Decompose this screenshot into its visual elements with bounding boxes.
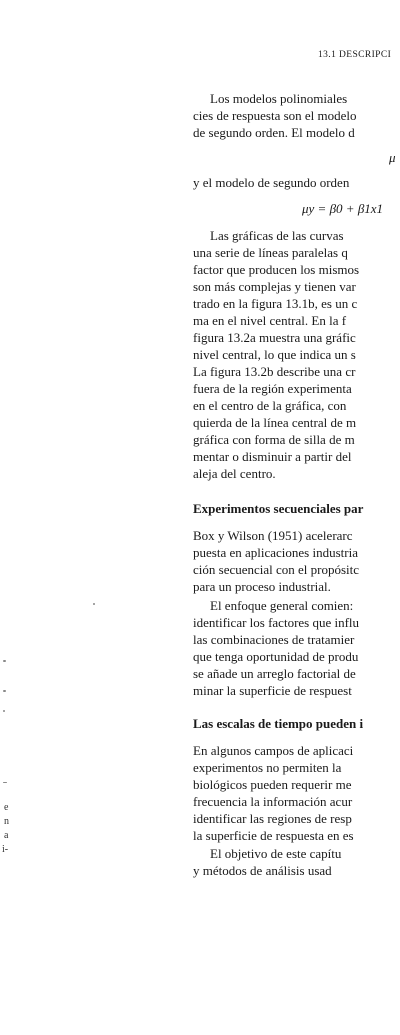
text-line: quierda de la línea central de m bbox=[193, 415, 357, 430]
text-line: Las gráficas de las curvas bbox=[210, 228, 344, 243]
text-line: biológicos pueden requerir me bbox=[193, 777, 352, 792]
text-line: aleja del centro. bbox=[193, 466, 276, 481]
scan-speck bbox=[3, 690, 6, 692]
text-line: gráfica con forma de silla de m bbox=[193, 432, 355, 447]
text-line: figura 13.2a muestra una gráfic bbox=[193, 330, 356, 345]
text-line: frecuencia la información acur bbox=[193, 794, 353, 809]
text-line: Box y Wilson (1951) acelerarc bbox=[193, 528, 353, 543]
running-head: 13.1 DESCRIPCI bbox=[318, 50, 392, 60]
text-line: En algunos campos de aplicaci bbox=[193, 743, 354, 758]
equation-fragment: μ bbox=[389, 150, 396, 165]
margin-bleed-text: a bbox=[4, 830, 9, 841]
text-line: identificar los factores que influ bbox=[193, 615, 360, 630]
text-line: y métodos de análisis usad bbox=[193, 863, 332, 878]
text-line: Los modelos polinomiales bbox=[210, 91, 348, 106]
text-line: minar la superficie de respuest bbox=[193, 683, 352, 698]
text-line: una serie de líneas paralelas q bbox=[193, 245, 348, 260]
text-line: experimentos no permiten la bbox=[193, 760, 342, 775]
text-line: cies de respuesta son el modelo bbox=[193, 108, 357, 123]
text-line: se añade un arreglo factorial de bbox=[193, 666, 356, 681]
margin-bleed-text: n bbox=[4, 816, 9, 827]
scan-speck bbox=[3, 660, 6, 662]
margin-bleed-text: i- bbox=[2, 844, 9, 855]
text-line: la superficie de respuesta en es bbox=[193, 828, 354, 843]
text-line: ción secuencial con el propósitc bbox=[193, 562, 360, 577]
text-line: y el modelo de segundo orden bbox=[193, 175, 350, 190]
text-line: las combinaciones de tratamier bbox=[193, 632, 355, 647]
equation-fragment: μy = β0 + β1x1 bbox=[302, 201, 384, 216]
text-line: fuera de la región experimenta bbox=[193, 381, 352, 396]
text-line: factor que producen los mismos bbox=[193, 262, 360, 277]
text-line: ma en el nivel central. En la f bbox=[193, 313, 347, 328]
text-line: que tenga oportunidad de produ bbox=[193, 649, 359, 664]
text-line: nivel central, lo que indica un s bbox=[193, 347, 356, 362]
text-line: en el centro de la gráfica, con bbox=[193, 398, 347, 413]
text-line: El objetivo de este capítu bbox=[210, 846, 342, 861]
text-line: El enfoque general comien: bbox=[210, 598, 354, 613]
text-line: mentar o disminuir a partir del bbox=[193, 449, 352, 464]
text-line: para un proceso industrial. bbox=[193, 579, 331, 594]
section-heading: Las escalas de tiempo pueden i bbox=[193, 716, 364, 731]
scan-speck bbox=[3, 710, 5, 712]
margin-bleed-text: e bbox=[4, 802, 9, 813]
text-line: de segundo orden. El modelo d bbox=[193, 125, 355, 140]
text-line: identificar las regiones de resp bbox=[193, 811, 352, 826]
scan-speck bbox=[93, 603, 95, 605]
text-line: son más complejas y tienen var bbox=[193, 279, 356, 294]
section-heading: Experimentos secuenciales par bbox=[193, 501, 364, 516]
text-line: trado en la figura 13.1b, es un c bbox=[193, 296, 358, 311]
scan-speck bbox=[3, 782, 7, 783]
text-line: La figura 13.2b describe una cr bbox=[193, 364, 356, 379]
text-line: puesta en aplicaciones industria bbox=[193, 545, 358, 560]
